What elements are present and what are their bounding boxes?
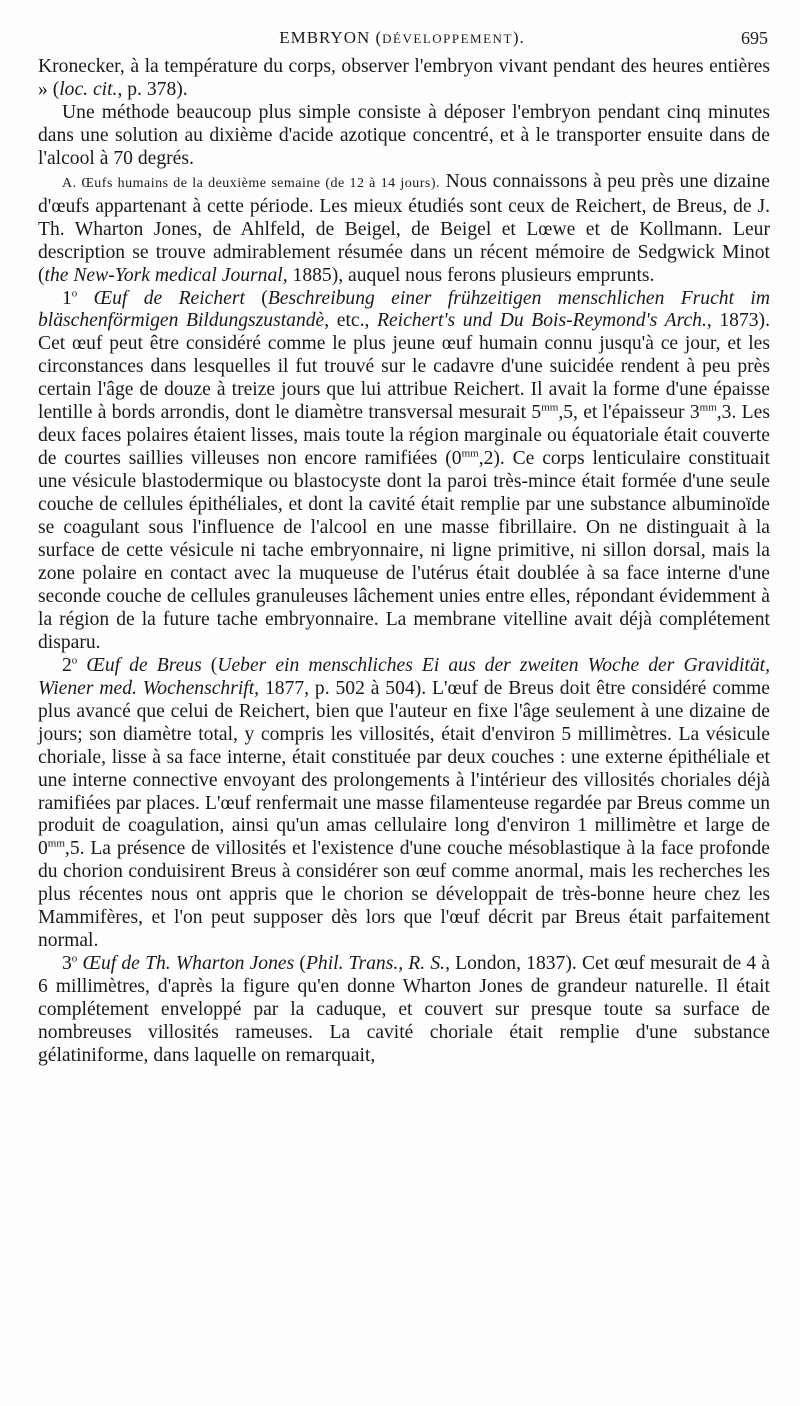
item-title: Œuf de Th. Wharton Jones [77,953,295,975]
title-end: ). [512,28,525,47]
item-title: Œuf de Breus [77,654,202,676]
ordinal-mark: o [71,287,78,299]
unit-mm: mm [699,401,717,414]
text-run: Nous connaissons à peu près une dizaine d'œufs appartenant à cette période. Les mieux étudiés sont ceux de Reichert, de Breus, de J. Th. Wharton Jones, de Ahlfeld, de Beigel, de Beigel et Lœwe et de Kollmann. Leur description se trouve admirablement résumée dans un récent mémoire de Sedgwick Minot ( [38,170,770,286]
citation-italic: the New-York medical Journal, [44,264,288,286]
text-run: , London, 1837). Cet œuf mesurait de 4 à 6 millimètres, d'après la figure qu'en donne Wharton Jones de grandeur naturelle. Il était complétement enveloppé par la caduque, et couvert sur presque toute sa surface de nombreuses villosités rameuses. La cavité choriale était remplie d'une substance gélatiniforme, dans laquelle on remarquait, [38,953,770,1066]
body-text [38,56,770,1068]
paragraph-continuation [38,56,770,102]
section-heading: A. Œufs humains de la deuxième semaine (de 12 à 14 jours). [62,175,441,191]
citation-italic: Beschreibung einer frühzeitigen menschlichen Frucht im bläschenförmigen Bildungszustandè [38,287,770,332]
unit-mm: mm [461,447,479,460]
text-run: 1885), auquel nous ferons plusieurs emprunts. [287,264,655,286]
item-title: Œuf de Reichert [77,287,245,309]
title-smallcaps: DÉVELOPPEMENT [382,31,513,46]
unit-mm: mm [541,401,559,414]
text-run: 1877, p. 502 à 504). L'œuf de Breus doit être considéré comme plus avancé que celui de Reichert, bien que l'auteur en fixe l'âge seulement à une dizaine de jours; son diamètre total, y compris les villosités, était d'environ 5 millimètres. La vésicule choriale, lisse à sa face interne, était constituée par deux couches : une externe épithéliale et une interne connective envoyant des prolongements à l'intérieur des villosités choriales déjà ramifiées par places. L'œuf renfermait une masse filamenteuse regardée par Breus comme un produit de coagulation, ainsi qu'un amas cellulaire long d'environ 1 millimètre et large de 0 [38,677,770,860]
text-run: ,3. Les deux faces polaires étaient lisses, mais toute la région marginale ou équatoriale était couverte de courtes saillies villeuses non encore ramifiées (0 [38,402,770,470]
running-title [36,28,768,48]
text-run: ( [244,287,268,309]
text-run: ,5, et l'épaisseur 3 [558,402,700,424]
text-run: ,2). Ce corps lenticulaire constituait une vésicule blastodermique ou blastocyste dont la paroi très-mince était formée d'une seule couche de cellules épithéliales, et dont la cavité était remplie par une substance albuminoïde se coagulant sous l'influence de l'alcool en une masse fibrillaire. On ne distinguait à la surface de cette vésicule ni tache embryonnaire, ni ligne primitive, ni sillon dorsal, mais la zone polaire en contact avec la muqueuse de l'utérus était doublée à sa face interne d'une seconde couche de cellules granuleuses lâchement unies entre elles, répondant évidemment à la région de la future tache embryonnaire. La membrane vitelline avait déjà complétement disparu. [38,448,771,653]
item-number: 1 [62,287,72,309]
ordinal-mark: o [71,952,78,965]
citation-italic: Ueber ein menschliches Ei aus der zweiten Woche der Gravidität, Wiener med. Wochenschrift, [38,654,770,699]
page-number: 695 [741,28,768,48]
text-run: , etc., [324,310,377,332]
paragraph-breus [38,655,770,953]
text-run: , p. 378). [117,78,188,100]
text-run: ( [294,953,306,975]
text-run: , 1873). Cet œuf peut être considéré comme le plus jeune œuf humain connu jusqu'à ce jour, et les circonstances dans lesquelles il fut trouvé sur le cadavre d'une suicidée rendent à peu près certain l'âge de douze à treize jours que lui attribue Reichert. Il avait la forme d'une épaisse lentille à bords arrondis, dont le diamètre transversal mesurait 5 [38,310,770,424]
paragraph-method: Une méthode beaucoup plus simple consiste à déposer l'embryon pendant cinq minutes dans une solution au dixième d'acide azotique concentré, et à le transporter ensuite dans de l'alcool à 70 degrés. [38,101,770,169]
title-main: EMBRYON ( [279,28,383,47]
text-run: ,5. La présence de villosités et l'existence d'une couche mésoblastique à la face profonde du chorion conduisirent Breus à considérer son œuf comme anormal, mais les recherches les plus récentes nous ont appris que le chorion se développait de très-bonne heure chez les Mammifères, et l'on peut supposer dès lors que l'œuf décrit par Breus était parfaitement normal. [38,838,770,952]
citation-italic: loc. cit. [59,78,118,100]
unit-mm: mm [47,837,65,850]
text-run: ( [201,654,218,676]
paragraph-reichert [38,288,770,655]
item-number: 3 [62,953,72,975]
citation-italic: Phil. Trans., R. S. [305,953,446,975]
running-header [36,28,768,52]
citation-italic: Reichert's und Du Bois-Reymond's Arch. [376,310,707,332]
paragraph-wharton-jones [38,953,770,1068]
paragraph-section-a [38,171,770,288]
item-number: 2 [62,654,72,676]
ordinal-mark: o [71,654,78,667]
text-run: Kronecker, à la température du corps, observer l'embryon vivant pendant des heures entières » ( [38,56,770,100]
